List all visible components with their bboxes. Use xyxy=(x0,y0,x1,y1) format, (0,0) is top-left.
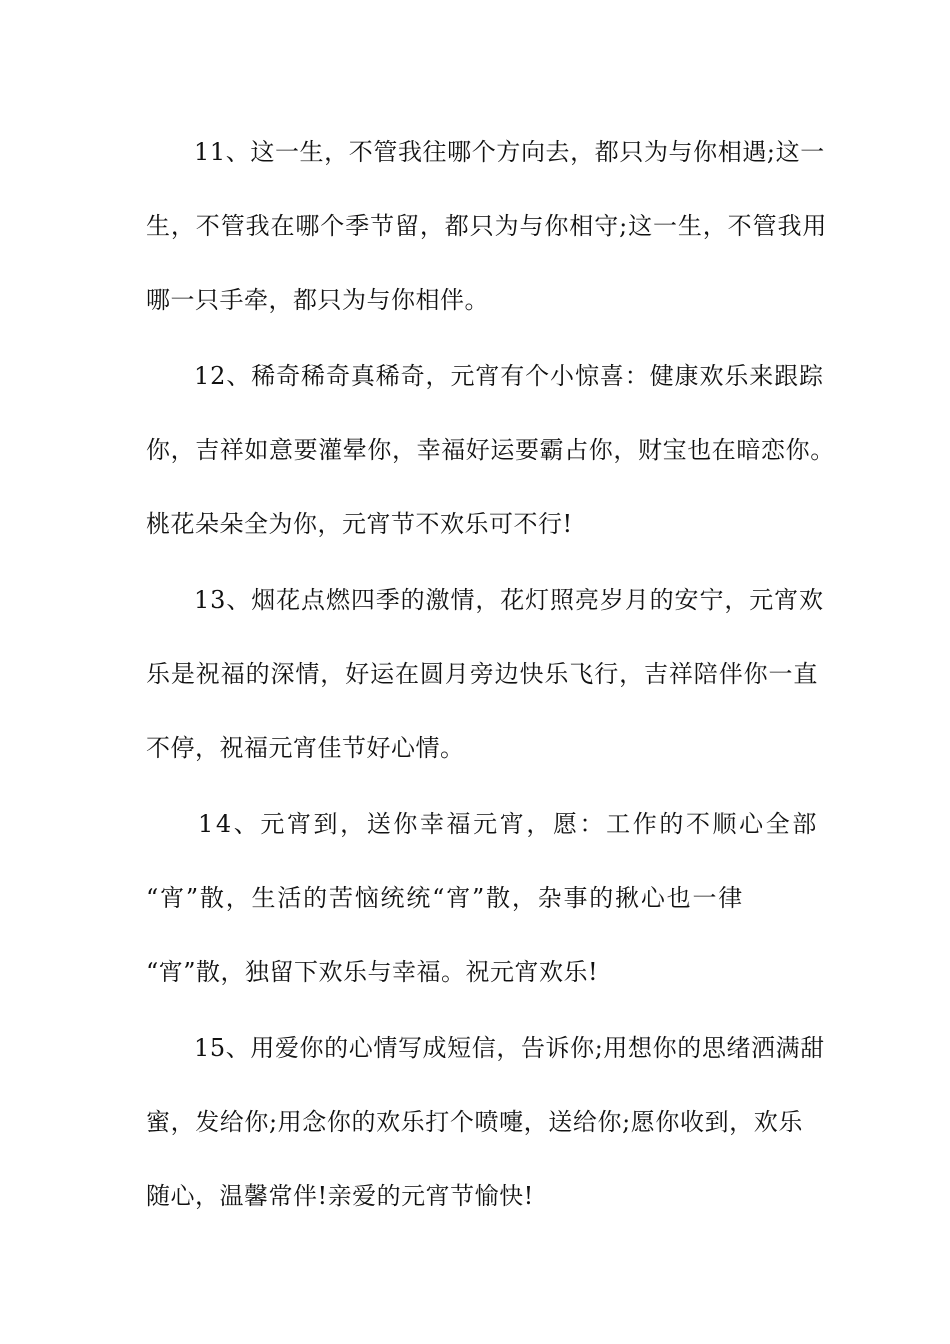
paragraph-13-line-2: 乐是祝福的深情，好运在圆月旁边快乐飞行，吉祥陪伴你一直 xyxy=(146,660,819,688)
paragraph-12-line-3: 桃花朵朵全为你，元宵节不欢乐可不行! xyxy=(146,510,573,538)
paragraph-11-line-1: 11、这一生，不管我往哪个方向去，都只为与你相遇;这一 xyxy=(194,138,825,166)
paragraph-15-line-2: 蜜，发给你;用念你的欢乐打个喷嚏，送给你;愿你收到，欢乐 xyxy=(146,1108,803,1136)
paragraph-15-line-3: 随心，温馨常伴!亲爱的元宵节愉快! xyxy=(146,1182,534,1210)
paragraph-13-line-3: 不停，祝福元宵佳节好心情。 xyxy=(146,734,465,762)
paragraph-15-line-1: 15、用爱你的心情写成短信，告诉你;用想你的思绪洒满甜 xyxy=(194,1034,825,1062)
paragraph-14-line-2: “宵”散，生活的苦恼统统“宵”散，杂事的揪心也一律 xyxy=(146,884,745,912)
paragraph-13-line-1: 13、烟花点燃四季的激情，花灯照亮岁月的安宁，元宵欢 xyxy=(194,586,824,614)
paragraph-14-line-3: “宵”散，独留下欢乐与幸福。祝元宵欢乐! xyxy=(146,958,599,986)
paragraph-11-line-2: 生，不管我在哪个季节留，都只为与你相守;这一生，不管我用 xyxy=(146,212,828,240)
paragraph-11-line-3: 哪一只手牵，都只为与你相伴。 xyxy=(146,286,489,314)
paragraph-12-line-2: 你，吉祥如意要灌晕你，幸福好运要霸占你，财宝也在暗恋你。 xyxy=(146,436,835,464)
paragraph-14-line-1: 14、元宵到，送你幸福元宵，愿：工作的不顺心全部 xyxy=(198,810,819,838)
paragraph-12-line-1: 12、稀奇稀奇真稀奇，元宵有个小惊喜：健康欢乐来跟踪 xyxy=(194,362,824,390)
